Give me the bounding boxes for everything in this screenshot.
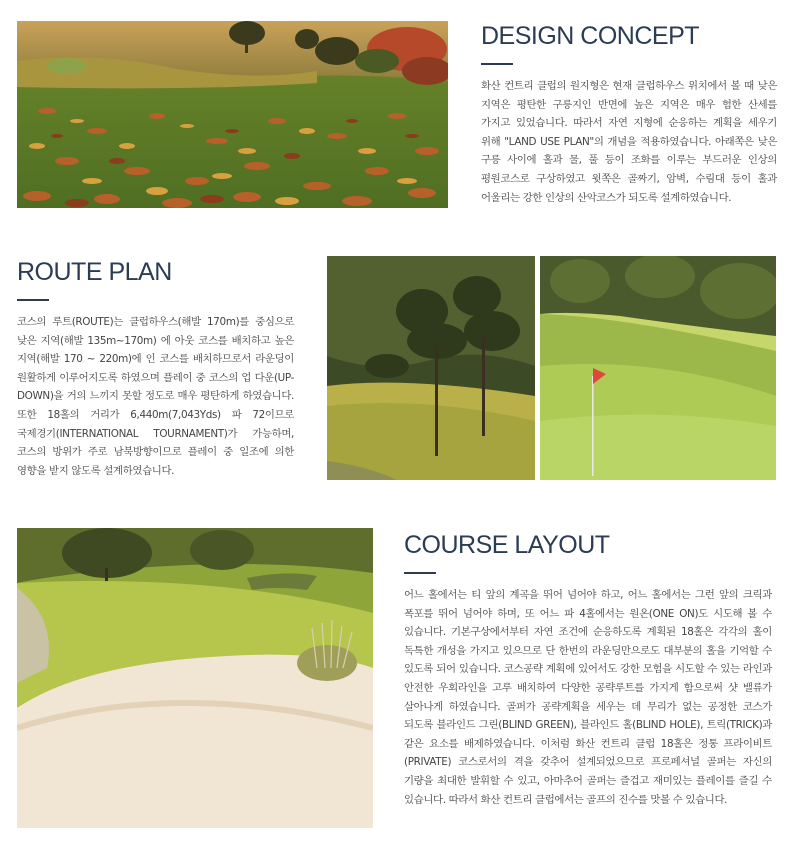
autumn-fairway-photo	[17, 21, 448, 208]
title-underline	[481, 63, 513, 65]
design-concept-section	[481, 22, 777, 218]
title-underline	[404, 572, 436, 574]
route-plan-body: 코스의 루트(ROUTE)는 클럽하우스(해발 170m)를 중심으로 낮은 지역(해발 135m~170m) 에 아웃 코스를 배치하고 높은 지역(해발 170 ~ 220m)에 인 코스를 배치하므로서 라운딩이 원활하게 이루어지도록 하였으며 플레이 중 코스의 업 다운(UP-DOWN)을 거의 느끼지 못할 정도로 매우 평탄하게 하였습니다. 또한 18홀의 거리가 6,440m(7,043Yds) 파 72이므로 국제경기(INTERNATIONAL TOURNAMENT)가 가능하며, 코스의 방위가 주로 남북방향이므로 플레이 중 일조에 의한 영향을 받지 않도록 설계하였습니다.	[17, 316, 294, 477]
design-concept-body: 화산 컨트리 클럽의 원지형은 현재 클럽하우스 위치에서 볼 때 낮은 지역은 평탄한 구릉지인 반면에 높은 지역은 매우 험한 산세를 가지고 있었습니다. 따라서 자연 지형에 순응하는 계획을 세우기 위해 "LAND USE PLAN"의 개념을 적용하였습니다. 아래쪽은 낮은 구릉 사이에 홀과 물, 풀 등이 조화를 이루는 부드러운 인상의 평원코스로 구상하였고 윗쪽은 골짜기, 암벽, 수림대 등이 홀과 어울리는 강한 인상의 산악코스가 되도록 설계하였습니다.	[481, 80, 777, 204]
design-concept-title: DESIGN CONCEPT	[481, 22, 700, 50]
route-plan-section	[17, 258, 294, 491]
sand-bunker-photo	[17, 528, 373, 828]
putting-green-photo	[540, 256, 776, 480]
route-plan-title: ROUTE PLAN	[17, 258, 172, 286]
course-layout-body: 어느 홀에서는 티 앞의 계곡을 뛰어 넘어야 하고, 어느 홀에서는 그런 앞의 크릭과 폭포를 뛰어 넘어야 하며, 또 어느 파 4홀에서는 원온(ONE ON)도 시도해 볼 수 있습니다. 기본구상에서부터 자연 조건에 순응하도록 계획된 18홀은 각각의 홀이 독특한 개성을 가지고 있으므로 단 한번의 라운딩만으로도 대부분의 홀을 기억할 수 있도록 되어 있습니다. 코스공략 계획에 있어서도 강한 모험을 시도할 수 있는 라인과 안전한 우회라인을 고루 배치하여 다양한 공략루트를 가지게 함으로써 샷 밸류가 살아나게 하였습니다. 골퍼가 공략계획을 세우는 데 무리가 없는 공정한 코스가 되도록 블라인드 그린(BLIND GREEN), 블라인드 홀(BLIND HOLE), 트릭(TRICK)과 같은 요소를 배제하였습니다. 이처럼 화산 컨트리 클럽 18홀은 정통 프라이비트(PRIVATE) 코스로서의 격을 갖추어 설계되었으므로 프로페셔널 골퍼는 자신의 기량을 최대한 발휘할 수 있고, 아마추어 골퍼는 즐겁고 재미있는 플레이를 즐길 수 있습니다. 따라서 화산 컨트리 클럽에서는 골프의 진수를 맛볼 수 있습니다.	[404, 589, 772, 806]
title-underline	[17, 299, 49, 301]
course-layout-section	[404, 531, 772, 820]
pine-trees-photo	[327, 256, 535, 480]
course-layout-title: COURSE LAYOUT	[404, 531, 610, 559]
